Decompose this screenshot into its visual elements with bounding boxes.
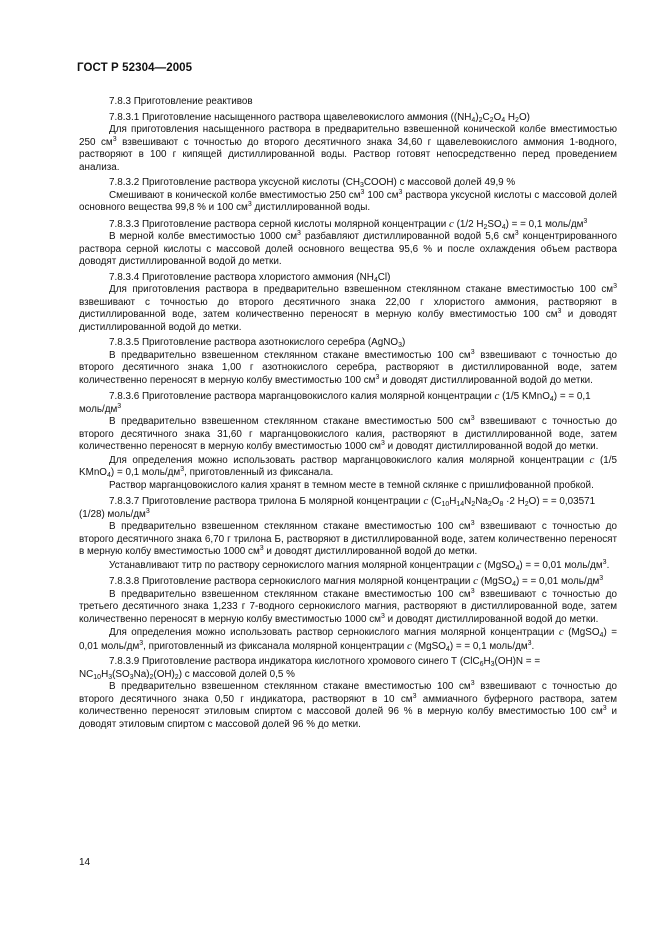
body-paragraph: В предварительно взвешенном стеклянном стакане вместимостью 100 $см^3$ взвешивают с точностью до третьего десятичного знака 1,233 г 7-водного сернокислого магния, растворяют в дистиллированной воде, затем количественно переносят в мерную колбу вместимостью 1000 $см^3$ и доводят дистиллированной водой до метки. (79, 587, 617, 625)
body-paragraph: Для приготовления раствора в предварительно взвешенном стеклянном стакане вместимостью 100 $см^3$ взвешивают с точностью до второго десятичного знака 22,00 г хлористого аммония, растворяют в дистиллированной воде, затем количественно переносят в мерную колбу вместимостью 100 $см^3$ и доводят дистиллированной водой до метки. (79, 283, 617, 333)
body-paragraph: Устанавливают титр по раствору сернокислого магния молярной концентрации c (MgSO$_4$) = = 0,01 моль/$дм^3$. (109, 558, 610, 572)
section-heading: 7.8.3.1 Приготовление насыщенного раствора щавелевокислого аммония ($(NH_4)_2C_2O_4$ $H_2O$) (109, 111, 530, 124)
document-header: ГОСТ Р 52304—2005 (77, 62, 193, 74)
section-heading: 7.8.3.7 Приготовление раствора трилона Б молярной концентрации c ($C_{10}H_{14}N_2Na_2O_8 \cdot 2$ $H_2O$) = = 0,03571 (1/28) моль/$дм^3$ (79, 495, 596, 520)
body-paragraph: Раствор марганцовокислого калия хранят в темном месте в темной склянке с пришлифованной пробкой. (109, 479, 594, 491)
body-paragraph: Для приготовления насыщенного раствора в предварительно взвешенной конической колбе вместимостью 250 $см^3$ взвешивают с точностью до второго десятичного знака 34,60 г щавелевокислого аммония 1-водного, растворяют в 100 г кипящей дистиллированной воды. Раствор готовят непосредственно перед проведением анализа. (79, 124, 617, 173)
page-number: 14 (79, 857, 91, 868)
body-paragraph: В предварительно взвешенном стеклянном стакане вместимостью 100 $см^3$ взвешивают с точностью до второго десятичного знака 1,00 г азотнокислого серебра, растворяют в дистиллированной воде, затем количественно переносят в мерную колбу вместимостью 100 $см^3$ и доводят дистиллированной водой до метки. (79, 348, 617, 386)
section-heading: 7.8.3.6 Приготовление раствора марганцовокислого калия молярной концентрации c (1/5 KMnO$_4$) = = 0,1 моль/$дм^3$ (79, 390, 591, 415)
section-heading: 7.8.3.9 Приготовление раствора индикатора кислотного хромового синего Т ($ClC_6H_3(OH)N$ = = $NC_{10}H_3(SO_3Na)_2(OH)_2$) с массовой долей 0,5 % (79, 656, 541, 681)
body-paragraph: В предварительно взвешенном стеклянном стакане вместимостью 100 $см^3$ взвешивают с точностью до второго десятичного знака 0,50 г индикатора, растворяют в 10 $см^3$ аммиачного буферного раствора, затем количественно переносят этиловым спиртом с массовой долей 96 % в мерную колбу вместимостью 100 $см^3$ и доводят этиловым спиртом с массовой долей 96 % до метки. (79, 680, 618, 730)
body-paragraph: В предварительно взвешенном стеклянном стакане вместимостью 500 $см^3$ взвешивают с точностью до второго десятичного знака 31,60 г марганцовокислого калия, растворяют в дистиллированной воде, затем количественно переносят в мерную колбу вместимостью 1000 $см^3$ и доводят дистиллированной водой до метки. (79, 415, 617, 452)
document-body (79, 96, 617, 731)
section-heading: 7.8.3.5 Приготовление раствора азотнокислого серебра (AgNO$_3$) (109, 337, 406, 349)
section-heading: 7.8.3.8 Приготовление раствора сернокислого магния молярной концентрации c (MgSO$_4$) = = 0,01 моль/$дм^3$ (109, 575, 604, 588)
section-heading: 7.8.3.3 Приготовление раствора серной кислоты молярной концентрации c (1/2 $H_2SO_4$) = = 0,1 моль/$дм^3$ (109, 217, 588, 231)
body-paragraph: В предварительно взвешенном стеклянном стакане вместимостью 100 $см^3$ взвешивают с точностью до второго десятичного знака 6,70 г трилона Б, растворяют в дистиллированной воде, затем количественно переносят в мерную колбу вместимостью 1000 $см^3$ и доводят дистиллированной водой до метки. (79, 520, 617, 557)
body-paragraph: Для определения можно использовать раствор сернокислого магния молярной концентрации c (MgSO$_4$) = 0,01 моль/$дм^3$, приготовленный из фиксанала молярной концентрации c (MgSO$_4$) = = 0,1 моль/$дм^3$. (79, 626, 617, 653)
section-heading: 7.8.3.4 Приготовление раствора хлористого аммония $(NH_4Cl)$ (109, 271, 391, 284)
body-paragraph: Для определения можно использовать раствор марганцовокислого калия молярной концентрации c (1/5 KMnO$_4$) = 0,1 моль/$дм^3$, приготовленный из фиксанала. (79, 453, 617, 479)
body-paragraph: В мерной колбе вместимостью 1000 $см^3$ разбавляют дистиллированной водой 5,6 $см^3$ концентрированного раствора серной кислоты с массовой долей основного вещества 95,6 % и после охлаждения объем раствора доводят дистиллированной водой до метки. (79, 230, 617, 267)
body-paragraph: Смешивают в конической колбе вместимостью 250 $см^3$ 100 $см^3$ раствора уксусной кислоты с массовой долей основного вещества 99,8 % и 100 $см^3$ дистиллированной воды. (79, 188, 617, 213)
section-heading: 7.8.3 Приготовление реактивов (109, 96, 253, 107)
section-heading: 7.8.3.2 Приготовление раствора уксусной кислоты $(CH_3COOH)$ с массовой долей 49,9 % (109, 177, 516, 189)
